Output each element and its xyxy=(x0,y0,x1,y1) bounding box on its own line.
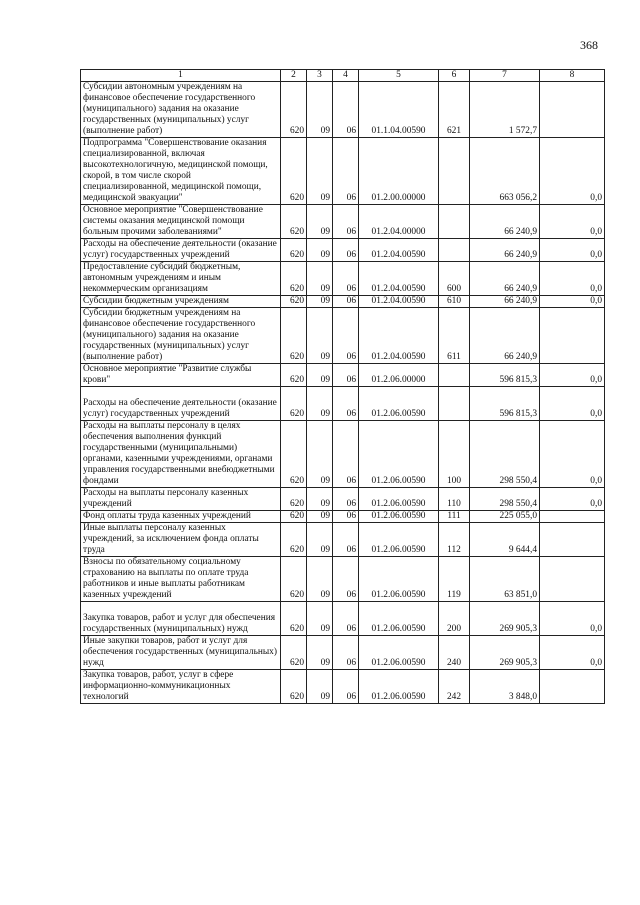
cell-target-article: 01.2.06.00590 xyxy=(359,421,439,488)
table-row xyxy=(81,138,605,205)
cell-description xyxy=(81,205,281,239)
cell-target-article: 01.2.06.00590 xyxy=(359,488,439,511)
cell-target-article: 01.2.06.00590 xyxy=(359,557,439,602)
cell-description-text: Субсидии автономным учреждениям на финансовое обеспечение государственного (муниципального) задания на оказание государственных (муниципальных) услуг (выполнение работ) xyxy=(83,82,256,136)
cell-expense-type xyxy=(439,205,470,239)
cell-section-code: 09 xyxy=(307,636,333,670)
cell-amount-2: 0,0 xyxy=(540,636,605,670)
table-row xyxy=(81,82,605,138)
cell-target-article: 01.2.06.00590 xyxy=(359,511,439,523)
cell-amount-2: 0,0 xyxy=(540,239,605,262)
cell-description xyxy=(81,511,281,523)
page-number: 368 xyxy=(580,38,598,52)
cell-expense-type: 119 xyxy=(439,557,470,602)
header-col-8: 8 xyxy=(540,70,605,82)
cell-amount-1: 596 815,3 xyxy=(470,364,540,387)
cell-subsection-code: 06 xyxy=(333,387,359,421)
cell-amount-2 xyxy=(540,523,605,557)
cell-description-text: Субсидии бюджетным учреждениям на финансовое обеспечение государственного (муниципального) задания на оказание государственных (муниципальных) услуг (выполнение работ) xyxy=(83,308,256,362)
cell-description xyxy=(81,82,281,138)
table-row xyxy=(81,364,605,387)
cell-target-article: 01.2.04.00590 xyxy=(359,296,439,308)
cell-section-code: 09 xyxy=(307,557,333,602)
cell-ministry-code: 620 xyxy=(281,488,307,511)
cell-section-code: 09 xyxy=(307,205,333,239)
cell-description xyxy=(81,488,281,511)
cell-amount-1: 225 055,0 xyxy=(470,511,540,523)
cell-description xyxy=(81,239,281,262)
cell-ministry-code: 620 xyxy=(281,670,307,704)
cell-expense-type: 100 xyxy=(439,421,470,488)
cell-subsection-code: 06 xyxy=(333,557,359,602)
cell-subsection-code: 06 xyxy=(333,262,359,296)
cell-target-article: 01.1.04.00590 xyxy=(359,82,439,138)
cell-expense-type xyxy=(439,239,470,262)
cell-description-text: Расходы на обеспечение деятельности (оказание услуг) государственных учреждений xyxy=(83,398,277,419)
cell-amount-2: 0,0 xyxy=(540,387,605,421)
header-col-6: 6 xyxy=(439,70,470,82)
cell-amount-2: 0,0 xyxy=(540,296,605,308)
table-row xyxy=(81,421,605,488)
cell-description xyxy=(81,636,281,670)
cell-section-code: 09 xyxy=(307,364,333,387)
cell-description xyxy=(81,670,281,704)
cell-subsection-code: 06 xyxy=(333,670,359,704)
header-col-5: 5 xyxy=(359,70,439,82)
cell-expense-type: 110 xyxy=(439,488,470,511)
cell-amount-2: 0,0 xyxy=(540,488,605,511)
cell-description-text: Иные закупки товаров, работ и услуг для обеспечения государственных (муниципальных) нужд xyxy=(83,636,277,668)
cell-description-text: Расходы на выплаты персоналу в целях обеспечения выполнения функций государственными (муниципальными) органами, казенными учреждениями, органами управления государственными внебюджетными фондами xyxy=(83,421,275,486)
cell-ministry-code: 620 xyxy=(281,138,307,205)
cell-ministry-code: 620 xyxy=(281,523,307,557)
table-row xyxy=(81,602,605,636)
cell-amount-2 xyxy=(540,511,605,523)
cell-description-text: Иные выплаты персоналу казенных учреждений, за исключением фонда оплаты труда xyxy=(83,523,259,555)
cell-description-text: Фонд оплаты труда казенных учреждений xyxy=(83,511,251,521)
table-header-row xyxy=(81,70,605,82)
cell-amount-1: 66 240,9 xyxy=(470,296,540,308)
cell-ministry-code: 620 xyxy=(281,308,307,364)
cell-ministry-code: 620 xyxy=(281,239,307,262)
cell-subsection-code: 06 xyxy=(333,602,359,636)
cell-section-code: 09 xyxy=(307,421,333,488)
cell-amount-1: 66 240,9 xyxy=(470,308,540,364)
cell-description xyxy=(81,138,281,205)
table-row xyxy=(81,511,605,523)
cell-amount-2: 0,0 xyxy=(540,262,605,296)
cell-expense-type xyxy=(439,387,470,421)
cell-ministry-code: 620 xyxy=(281,421,307,488)
cell-description-text: Закупка товаров, работ и услуг для обеспечения государственных (муниципальных) нужд xyxy=(83,613,276,634)
table-row xyxy=(81,523,605,557)
cell-description-text: Расходы на выплаты персоналу казенных учреждений xyxy=(83,488,249,509)
table-row xyxy=(81,296,605,308)
cell-ministry-code: 620 xyxy=(281,636,307,670)
header-col-4: 4 xyxy=(333,70,359,82)
cell-target-article: 01.2.06.00590 xyxy=(359,387,439,421)
cell-subsection-code: 06 xyxy=(333,488,359,511)
table-row xyxy=(81,308,605,364)
cell-target-article: 01.2.06.00590 xyxy=(359,636,439,670)
cell-subsection-code: 06 xyxy=(333,636,359,670)
table-row xyxy=(81,636,605,670)
cell-amount-1: 9 644,4 xyxy=(470,523,540,557)
cell-description xyxy=(81,308,281,364)
cell-ministry-code: 620 xyxy=(281,364,307,387)
cell-ministry-code: 620 xyxy=(281,511,307,523)
header-col-1: 1 xyxy=(81,70,281,82)
cell-target-article: 01.2.04.00590 xyxy=(359,262,439,296)
cell-amount-1: 663 056,2 xyxy=(470,138,540,205)
cell-ministry-code: 620 xyxy=(281,557,307,602)
cell-description xyxy=(81,387,281,421)
cell-target-article: 01.2.06.00590 xyxy=(359,602,439,636)
cell-amount-2: 0,0 xyxy=(540,205,605,239)
cell-amount-1: 269 905,3 xyxy=(470,602,540,636)
cell-description xyxy=(81,364,281,387)
cell-amount-2 xyxy=(540,557,605,602)
budget-table xyxy=(80,69,605,704)
cell-expense-type: 111 xyxy=(439,511,470,523)
table-row xyxy=(81,262,605,296)
cell-ministry-code: 620 xyxy=(281,387,307,421)
cell-description-text: Основное мероприятие "Совершенствование системы оказания медицинской помощи больным прочими заболеваниями" xyxy=(83,205,263,237)
cell-target-article: 01.2.06.00000 xyxy=(359,364,439,387)
cell-amount-1: 298 550,4 xyxy=(470,488,540,511)
cell-amount-2 xyxy=(540,308,605,364)
cell-target-article: 01.2.04.00000 xyxy=(359,205,439,239)
cell-amount-2: 0,0 xyxy=(540,602,605,636)
cell-amount-1: 596 815,3 xyxy=(470,387,540,421)
cell-subsection-code: 06 xyxy=(333,239,359,262)
cell-section-code: 09 xyxy=(307,296,333,308)
cell-description-text: Предоставление субсидий бюджетным, автономным учреждениям и иным некоммерческим организациям xyxy=(83,262,241,294)
table-row xyxy=(81,488,605,511)
cell-ministry-code: 620 xyxy=(281,262,307,296)
cell-amount-1: 269 905,3 xyxy=(470,636,540,670)
cell-section-code: 09 xyxy=(307,488,333,511)
cell-section-code: 09 xyxy=(307,602,333,636)
cell-target-article: 01.2.04.00590 xyxy=(359,239,439,262)
cell-expense-type: 621 xyxy=(439,82,470,138)
cell-description-text: Расходы на обеспечение деятельности (оказание услуг) государственных учреждений xyxy=(83,239,277,260)
table-row xyxy=(81,670,605,704)
table-body xyxy=(81,82,605,704)
header-col-3: 3 xyxy=(307,70,333,82)
cell-amount-1: 1 572,7 xyxy=(470,82,540,138)
cell-section-code: 09 xyxy=(307,239,333,262)
table-row xyxy=(81,557,605,602)
cell-description-text: Основное мероприятие "Развитие службы крови" xyxy=(83,364,252,385)
cell-description-text: Закупка товаров, работ, услуг в сфере информационно-коммуникационных технологий xyxy=(83,670,234,702)
cell-section-code: 09 xyxy=(307,523,333,557)
cell-section-code: 09 xyxy=(307,670,333,704)
cell-amount-2: 0,0 xyxy=(540,364,605,387)
cell-subsection-code: 06 xyxy=(333,296,359,308)
cell-subsection-code: 06 xyxy=(333,364,359,387)
cell-amount-1: 66 240,9 xyxy=(470,239,540,262)
cell-expense-type xyxy=(439,364,470,387)
cell-amount-1: 66 240,9 xyxy=(470,205,540,239)
cell-amount-1: 66 240,9 xyxy=(470,262,540,296)
cell-amount-2: 0,0 xyxy=(540,138,605,205)
cell-amount-2: 0,0 xyxy=(540,421,605,488)
cell-subsection-code: 06 xyxy=(333,511,359,523)
cell-expense-type: 112 xyxy=(439,523,470,557)
cell-amount-1: 3 848,0 xyxy=(470,670,540,704)
cell-amount-2 xyxy=(540,670,605,704)
cell-expense-type: 240 xyxy=(439,636,470,670)
cell-section-code: 09 xyxy=(307,82,333,138)
table-row xyxy=(81,239,605,262)
cell-expense-type: 200 xyxy=(439,602,470,636)
cell-description xyxy=(81,602,281,636)
cell-ministry-code: 620 xyxy=(281,296,307,308)
cell-target-article: 01.2.06.00590 xyxy=(359,670,439,704)
cell-description xyxy=(81,296,281,308)
cell-description xyxy=(81,262,281,296)
cell-subsection-code: 06 xyxy=(333,138,359,205)
cell-section-code: 09 xyxy=(307,511,333,523)
cell-target-article: 01.2.06.00590 xyxy=(359,523,439,557)
cell-expense-type xyxy=(439,138,470,205)
table-row xyxy=(81,205,605,239)
cell-description xyxy=(81,557,281,602)
cell-subsection-code: 06 xyxy=(333,523,359,557)
cell-ministry-code: 620 xyxy=(281,82,307,138)
cell-section-code: 09 xyxy=(307,387,333,421)
cell-ministry-code: 620 xyxy=(281,205,307,239)
cell-expense-type: 242 xyxy=(439,670,470,704)
cell-expense-type: 610 xyxy=(439,296,470,308)
cell-expense-type: 611 xyxy=(439,308,470,364)
cell-subsection-code: 06 xyxy=(333,421,359,488)
cell-description-text: Взносы по обязательному социальному страхованию на выплаты по оплате труда работников и иные выплаты работникам казенных учреждений xyxy=(83,557,249,600)
cell-amount-1: 63 851,0 xyxy=(470,557,540,602)
cell-section-code: 09 xyxy=(307,308,333,364)
cell-subsection-code: 06 xyxy=(333,82,359,138)
cell-ministry-code: 620 xyxy=(281,602,307,636)
header-col-7: 7 xyxy=(470,70,540,82)
cell-description-text: Подпрограмма "Совершенствование оказания специализированной, включая высокотехнологичную, медицинской помощи, скорой, в том числе скорой специализированной, медицинской помощи, медицинской эвакуации" xyxy=(83,138,268,203)
cell-description xyxy=(81,421,281,488)
cell-section-code: 09 xyxy=(307,262,333,296)
cell-target-article: 01.2.04.00590 xyxy=(359,308,439,364)
table-row xyxy=(81,387,605,421)
cell-subsection-code: 06 xyxy=(333,308,359,364)
cell-section-code: 09 xyxy=(307,138,333,205)
cell-amount-2 xyxy=(540,82,605,138)
cell-description-text: Субсидии бюджетным учреждениям xyxy=(83,296,229,306)
cell-description xyxy=(81,523,281,557)
cell-amount-1: 298 550,4 xyxy=(470,421,540,488)
cell-subsection-code: 06 xyxy=(333,205,359,239)
header-col-2: 2 xyxy=(281,70,307,82)
cell-expense-type: 600 xyxy=(439,262,470,296)
cell-target-article: 01.2.00.00000 xyxy=(359,138,439,205)
